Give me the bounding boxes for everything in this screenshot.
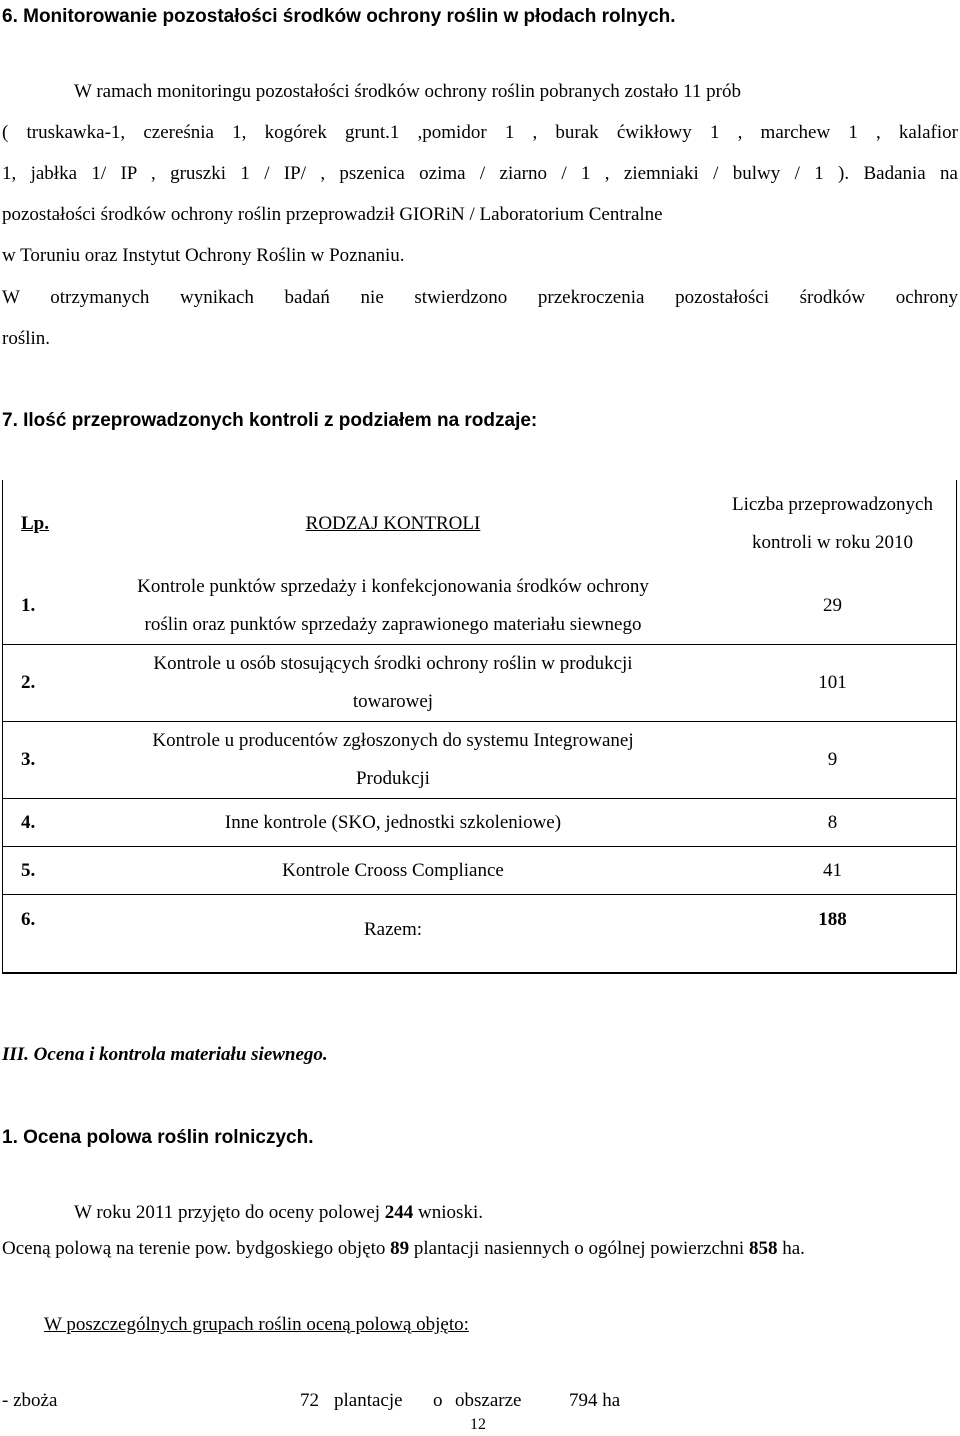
paragraph-line: pozostałości środków ochrony roślin przeprowadził GIORiN / Laboratorium Centralne bbox=[2, 204, 663, 225]
paragraph-line: ( truskawka-1, czereśnia 1, kogórek grunt.1 ,pomidor 1 , burak ćwikłowy 1 , marchew 1 , kalafior bbox=[2, 122, 958, 143]
paragraph-line: w Toruniu oraz Instytut Ochrony Roślin w Poznaniu. bbox=[2, 245, 405, 266]
row-kind: Kontrole u producentów zgłoszonych do systemu Integrowanej Produkcji bbox=[152, 730, 634, 789]
row-kind: Kontrole u osób stosujących środki ochrony roślin w produkcji towarowej bbox=[153, 653, 633, 712]
row-kind: Inne kontrole (SKO, jednostki szkoleniowe) bbox=[224, 811, 562, 833]
row-kind: Razem: bbox=[363, 919, 423, 940]
row-kind: Kontrole punktów sprzedaży i konfekcjonowania środków ochrony roślin oraz punktów sprzedaży zaprawionego materiału siewnego bbox=[137, 576, 649, 635]
group-name: - zboża bbox=[2, 1390, 58, 1411]
row-count: 101 bbox=[818, 672, 847, 693]
table-row bbox=[3, 847, 957, 895]
groups-title: W poszczególnych grupach roślin oceną polową objęto: bbox=[44, 1314, 469, 1335]
section-6-heading: 6. Monitorowanie pozostałości środków ochrony roślin w płodach rolnych. bbox=[2, 6, 676, 27]
paragraph-line: W otrzymanych wynikach badań nie stwierdzono przekroczenia pozostałości środków ochrony bbox=[2, 287, 958, 308]
group-unit: plantacje bbox=[334, 1390, 403, 1411]
area-line: Oceną polową na terenie pow. bydgoskiego objęto 89 plantacji nasiennych o ogólnej powierzchni 858 ha. bbox=[2, 1238, 805, 1259]
section-III-subheading: 1. Ocena polowa roślin rolniczych. bbox=[2, 1127, 314, 1148]
paragraph-line: 1, jabłka 1/ IP , gruszki 1 / IP/ , pszenica ozima / ziarno / 1 , ziemniaki / bulwy / 1 ). Badania na bbox=[2, 163, 958, 184]
paragraph-line: roślin. bbox=[2, 328, 51, 349]
row-kind: Kontrole Crooss Compliance bbox=[282, 859, 504, 881]
section-III-heading: III. Ocena i kontrola materiału siewnego. bbox=[2, 1044, 328, 1065]
table-row bbox=[3, 568, 957, 645]
row-lp: 1. bbox=[21, 595, 36, 616]
row-count: 29 bbox=[823, 595, 842, 616]
row-lp: 4. bbox=[21, 811, 36, 833]
group-area: 794 ha bbox=[569, 1390, 621, 1411]
row-count: 9 bbox=[827, 749, 838, 770]
col-count-header: Liczba przeprowadzonych kontroli w roku 2010 bbox=[732, 494, 933, 553]
table-row bbox=[3, 799, 957, 847]
table-row bbox=[3, 645, 957, 722]
group-prep: o bbox=[433, 1390, 443, 1411]
section-7-heading: 7. Ilość przeprowadzonych kontroli z podziałem na rodzaje: bbox=[2, 410, 538, 431]
row-lp: 3. bbox=[21, 749, 36, 770]
controls-table bbox=[2, 480, 957, 974]
row-lp: 6. bbox=[21, 909, 36, 930]
row-count: 8 bbox=[827, 811, 838, 833]
row-count: 41 bbox=[823, 859, 842, 881]
group-word: obszarze bbox=[455, 1390, 522, 1411]
paragraph-line: W ramach monitoringu pozostałości środków ochrony roślin pobranych zostało 11 prób bbox=[74, 81, 741, 102]
row-lp: 5. bbox=[21, 859, 36, 881]
col-kind-header: RODZAJ KONTROLI bbox=[305, 513, 481, 534]
group-count: 72 bbox=[300, 1390, 319, 1411]
table-header-row bbox=[3, 480, 957, 568]
row-lp: 2. bbox=[21, 672, 36, 693]
row-count-total: 188 bbox=[818, 909, 847, 930]
applications-line: W roku 2011 przyjęto do oceny polowej 244 wnioski. bbox=[74, 1202, 483, 1223]
page-number: 12 bbox=[470, 1416, 486, 1433]
table-total-row bbox=[3, 895, 957, 973]
col-lp-header: Lp. bbox=[21, 513, 49, 534]
table-row bbox=[3, 722, 957, 799]
